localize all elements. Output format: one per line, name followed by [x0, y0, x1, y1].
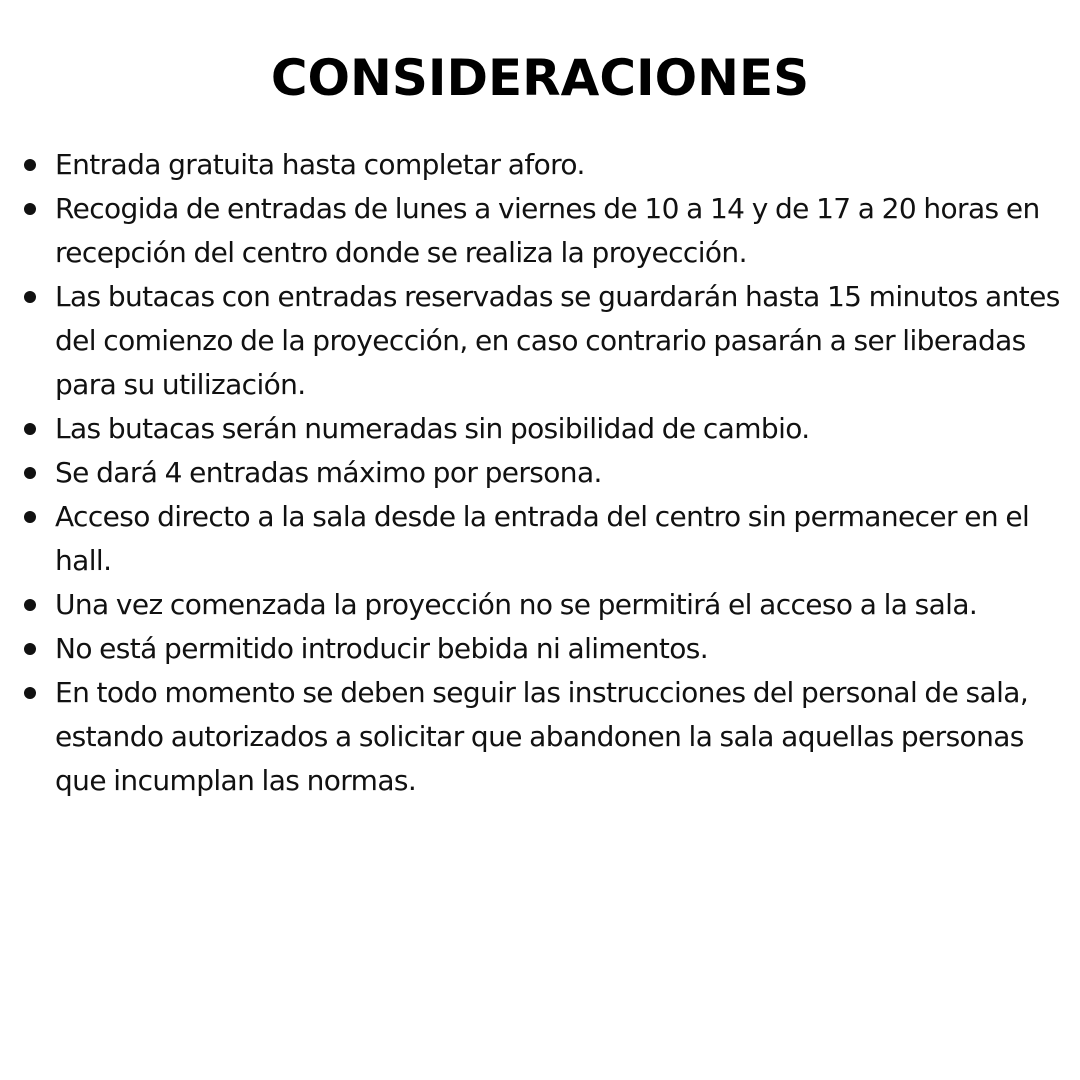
rule-text: Una vez comenzada la proyección no se permitirá el acceso a la sala. — [55, 588, 978, 621]
rule-text: Las butacas serán numeradas sin posibilidad de cambio. — [55, 412, 810, 445]
rule-item — [55, 583, 1065, 627]
bullet-dot-icon — [24, 643, 36, 655]
rule-text: Se dará 4 entradas máximo por persona. — [55, 456, 602, 489]
rules-list — [55, 143, 1065, 803]
bullet-dot-icon — [24, 423, 36, 435]
rule-item — [55, 187, 1065, 275]
bullet-dot-icon — [24, 687, 36, 699]
rule-item — [55, 451, 1065, 495]
rule-text: No está permitido introducir bebida ni alimentos. — [55, 632, 709, 665]
rule-text: Las butacas con entradas reservadas se guardarán hasta 15 minutos antes del comienzo de la proyección, en caso contrario pasarán a ser liberadas para su utilización. — [55, 280, 1060, 401]
rule-text: Acceso directo a la sala desde la entrada del centro sin permanecer en el hall. — [55, 500, 1030, 577]
rule-text: Recogida de entradas de lunes a viernes de 10 a 14 y de 17 a 20 horas en recepción del centro donde se realiza la proyección. — [55, 192, 1040, 269]
rule-item — [55, 143, 1065, 187]
rule-item — [55, 495, 1065, 583]
rule-item — [55, 627, 1065, 671]
bullet-dot-icon — [24, 291, 36, 303]
page-title: CONSIDERACIONES — [270, 49, 810, 107]
bullet-dot-icon — [24, 467, 36, 479]
rule-text: Entrada gratuita hasta completar aforo. — [55, 148, 585, 181]
rule-item — [55, 671, 1065, 803]
rule-item — [55, 275, 1065, 407]
bullet-dot-icon — [24, 511, 36, 523]
rule-item — [55, 407, 1065, 451]
bullet-dot-icon — [24, 159, 36, 171]
rule-text: En todo momento se deben seguir las instrucciones del personal de sala, estando autorizados a solicitar que abandonen la sala aquellas personas que incumplan las normas. — [55, 676, 1029, 797]
bullet-dot-icon — [24, 599, 36, 611]
bullet-dot-icon — [24, 203, 36, 215]
